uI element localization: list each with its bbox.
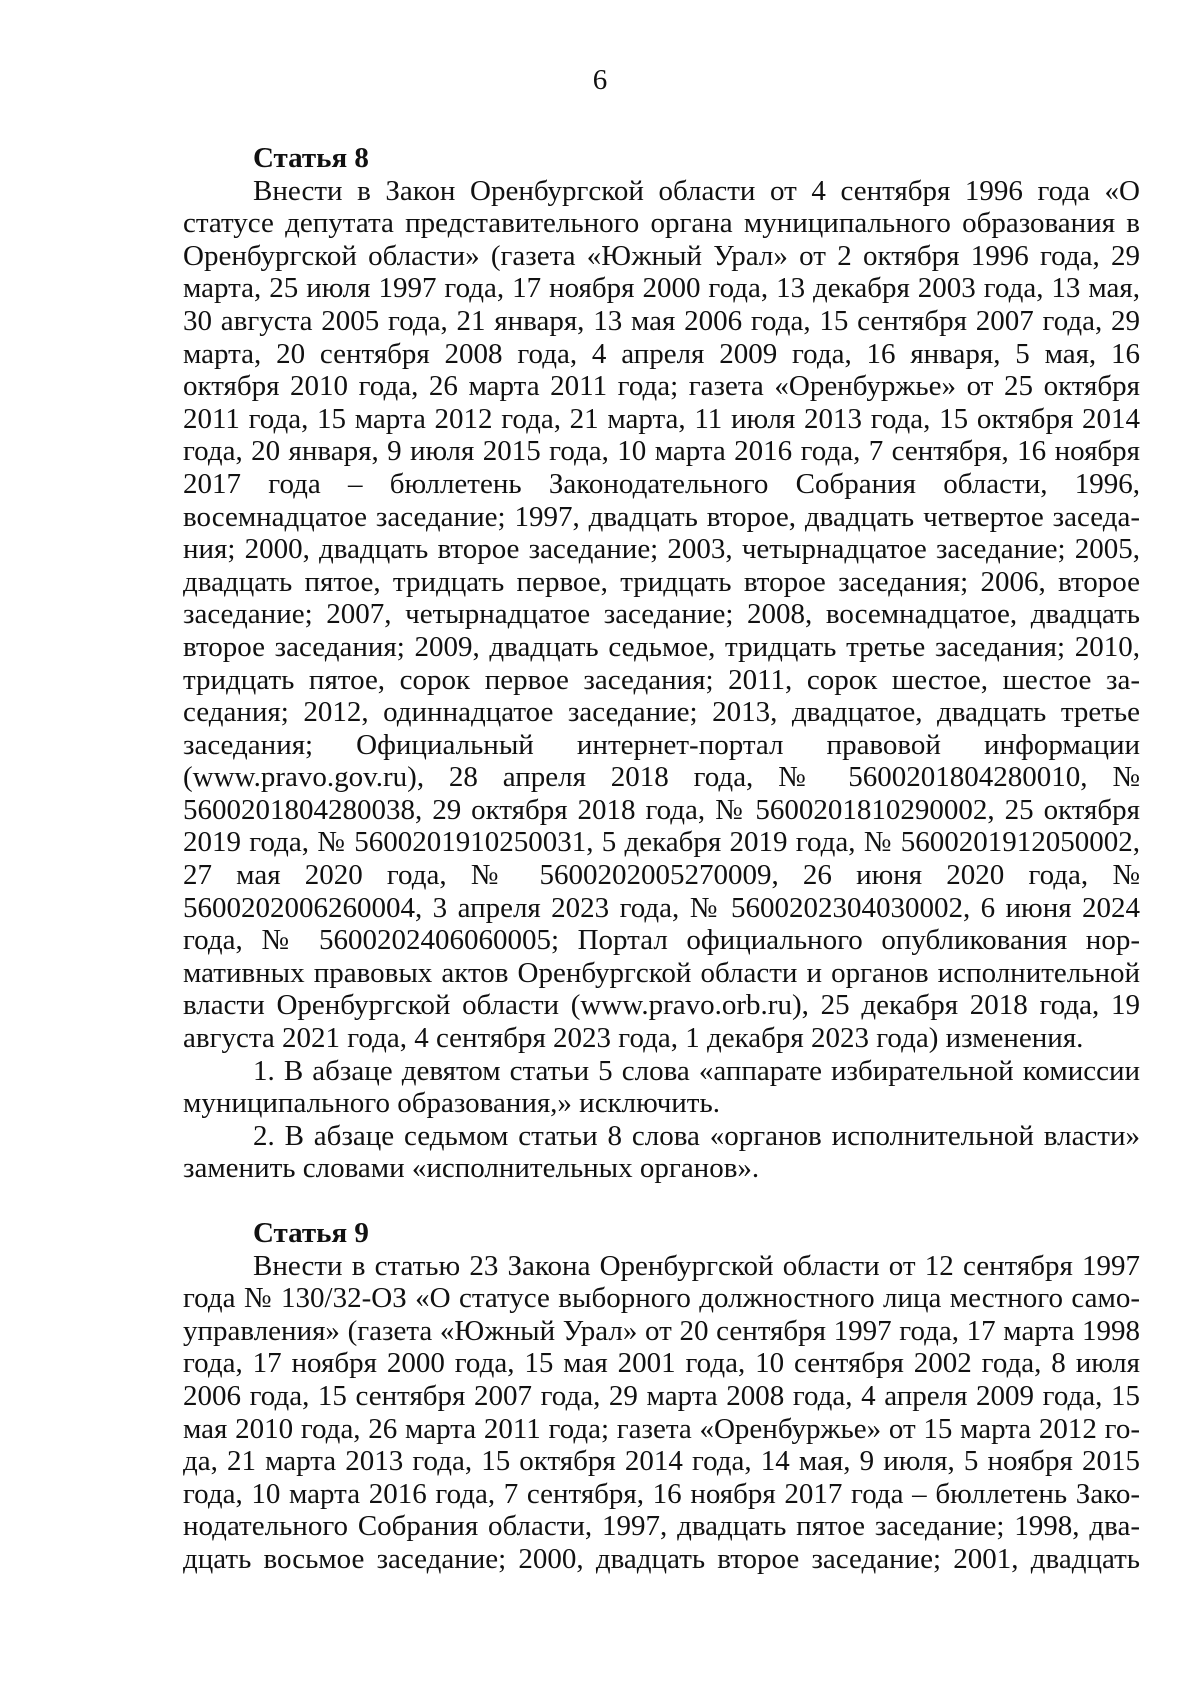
article-9-intro-paragraph: Внести в статью 23 Закона Оренбургской области от 12 сентября 1997 года № 130/32-ОЗ «О статусе выборного должностного лица местного самоуправления» (газета «Южный Урал» от 20 сентября 1997 года, 17 марта 1998 года, 17 ноября 2000 года, 15 мая 2001 года, 10 сентября 2002 года, 8 июля 2006 года, 15 сентября 2007 года, 29 марта 2008 года, 4 апреля 2009 года, 15 мая 2010 года, 26 марта 2011 года; газета «Оренбуржье» от 15 марта 2012 года, 21 марта 2013 года, 15 октября 2014 года, 14 мая, 9 июля, 5 ноября 2015 года, 10 марта 2016 года, 7 сентября, 16 ноября 2017 года – бюллетень Законодательного Собрания области, 1997, двадцать пятое заседание; 1998, двадцать восьмое заседание; 2000, двадцать второе заседание; 2001, двадцать: [183, 1249, 1140, 1575]
page-number: 6: [592, 64, 608, 96]
article-8-intro-paragraph: Внести в Закон Оренбургской области от 4 сентября 1996 года «О статусе депутата представительного органа муниципального образования в Оренбургской области» (газета «Южный Урал» от 2 октября 1996 года, 29 марта, 25 июля 1997 года, 17 ноября 2000 года, 13 декабря 2003 года, 13 мая, 30 августа 2005 года, 21 января, 13 мая 2006 года, 15 сентября 2007 года, 29 марта, 20 сентября 2008 года, 4 апреля 2009 года, 16 января, 5 мая, 16 октября 2010 года, 26 марта 2011 года; газета «Оренбуржье» от 25 октября 2011 года, 15 марта 2012 года, 21 марта, 11 июля 2013 года, 15 октября 2014 года, 20 января, 9 июля 2015 года, 10 марта 2016 года, 7 сентября, 16 ноября 2017 года – бюллетень Законодательного Собрания области, 1996, восемнадцатое заседание; 1997, двадцать второе, двадцать четвертое заседания; 2000, двадцать второе заседание; 2003, четырнадцатое заседание; 2005, двадцать пятое, тридцать первое, тридцать второе заседания; 2006, второе заседание; 2007, четырнадцатое заседание; 2008, восемнадцатое, двадцать второе заседания; 2009, двадцать седьмое, тридцать третье заседания; 2010, тридцать пятое, сорок первое заседания; 2011, сорок шестое, шестое заседания; 2012, одиннадцатое заседание; 2013, двадцатое, двадцать третье заседания; Официальный интернет-портал правовой информации (www.pravo.gov.ru), 28 апреля 2018 года, № 5600201804280010, № 5600201804280038, 29 октября 2018 года, № 5600201810290002, 25 октября 2019 года, № 5600201910250031, 5 декабря 2019 года, № 5600201912050002, 27 мая 2020 года, № 5600202005270009, 26 июня 2020 года, № 5600202006260004, 3 апреля 2023 года, № 5600202304030002, 6 июня 2024 года, № 5600202406060005; Портал официального опубликования нормативных правовых актов Оренбургской области и органов исполнительной власти Оренбургской области (www.pravo.orb.ru), 25 декабря 2018 года, 19 августа 2021 года, 4 сентября 2023 года, 1 декабря 2023 года) изменения.: [183, 174, 1140, 1055]
article-8-heading: Статья 8: [253, 142, 369, 174]
article-8-item-2: 2. В абзаце седьмом статьи 8 слова «органов исполнительной власти» заменить словами «исполнительных органов».: [183, 1119, 1140, 1185]
article-8: [183, 142, 1140, 1185]
article-9: [183, 1217, 1140, 1576]
article-9-heading: Статья 9: [253, 1217, 369, 1249]
document-body: [183, 142, 1140, 1576]
article-8-item-1: 1. В абзаце девятом статьи 5 слова «аппарате избирательной комиссии муниципального образования,» исключить.: [183, 1054, 1140, 1120]
section-spacer: [183, 1185, 1140, 1217]
